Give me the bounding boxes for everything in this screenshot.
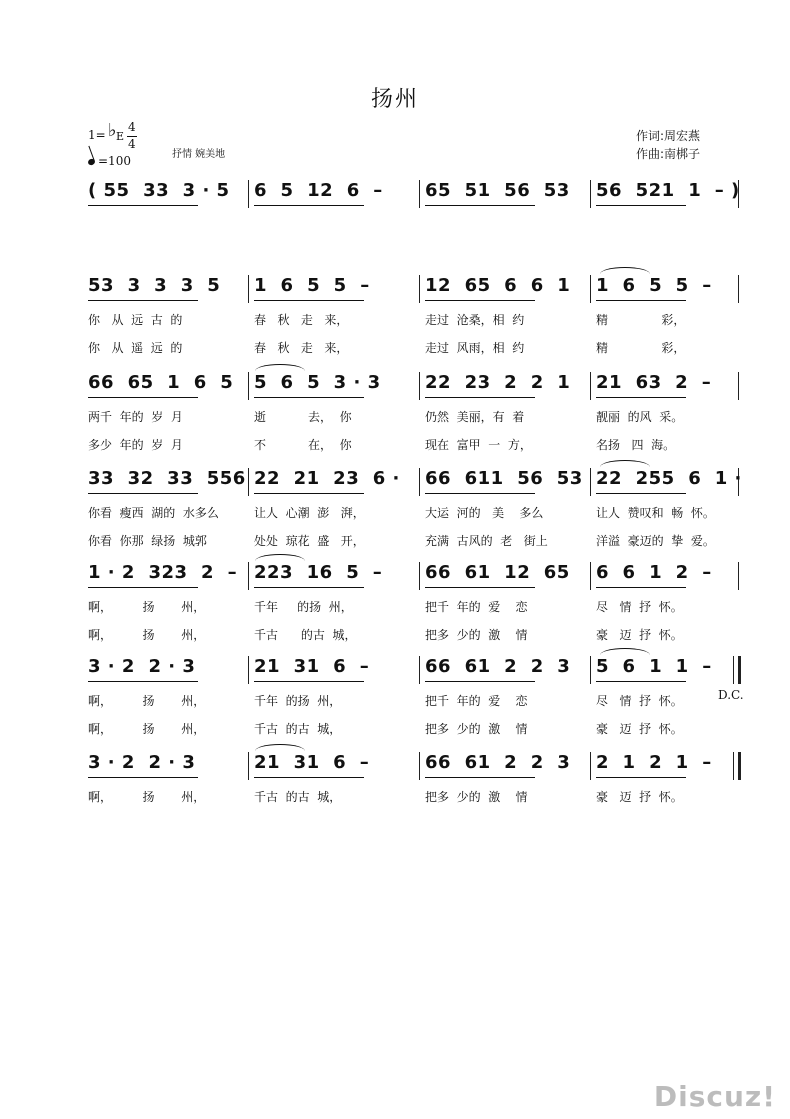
beam-line xyxy=(425,300,535,301)
barline xyxy=(738,275,739,303)
watermark-logo: Discuz! xyxy=(653,1080,776,1113)
barline xyxy=(590,752,591,780)
barline xyxy=(738,372,739,400)
key-prefix: 1= xyxy=(88,128,106,142)
barline xyxy=(590,275,591,303)
lyrics-verse-2: 你看 你那 绿扬 城郭 xyxy=(88,534,207,548)
lyrics-verse-1: 啊， 扬 州， xyxy=(88,790,206,804)
composer-credit: 作曲:南梆子 xyxy=(636,147,701,161)
flat-icon: ♭ xyxy=(108,120,117,141)
beam-line xyxy=(596,587,686,588)
barline xyxy=(738,656,741,684)
lyrics-verse-2: 你 从 遥 远 的 xyxy=(88,341,183,355)
barline xyxy=(248,468,249,496)
measure-notes: 1 · 2 323 2 – xyxy=(88,562,238,583)
beam-line xyxy=(88,587,198,588)
lyrics-verse-2: 洋溢 豪迈的 挚 爱。 xyxy=(596,534,715,548)
measure-notes: 56 521 1 – ) xyxy=(596,180,740,201)
lyrics-verse-2: 春 秋 走 来， xyxy=(254,341,349,355)
measure-notes: 22 21 23 6 · xyxy=(254,468,400,489)
barline xyxy=(733,752,734,780)
lyrics-verse-1: 啊， 扬 州， xyxy=(88,694,206,708)
barline xyxy=(419,468,420,496)
barline xyxy=(248,372,249,400)
measure-notes: 1 6 5 5 – xyxy=(254,275,370,296)
lyrics-verse-2: 充满 古风的 老 街上 xyxy=(425,534,548,548)
lyrics-verse-1: 千年 的扬 州， xyxy=(254,600,353,614)
slur-mark xyxy=(255,554,305,561)
measure-notes: 22 255 6 1 · xyxy=(596,468,742,489)
slur-mark xyxy=(600,648,650,655)
lyrics-verse-2: 豪 迈 抒 怀。 xyxy=(596,628,683,642)
beam-line xyxy=(425,681,535,682)
measure-notes: 66 61 12 65 xyxy=(425,562,570,583)
beam-line xyxy=(254,587,364,588)
barline xyxy=(419,180,420,208)
lyrics-verse-1: 精 彩， xyxy=(596,313,686,327)
beam-line xyxy=(88,493,198,494)
measure-notes: 12 65 6 6 1 xyxy=(425,275,571,296)
measure-notes: 53 3 3 3 5 xyxy=(88,275,221,296)
beam-line xyxy=(425,397,535,398)
tempo-value: =100 xyxy=(98,154,131,168)
time-signature-top: 4 xyxy=(128,120,136,134)
slur-mark xyxy=(255,744,305,751)
measure-notes: 5 6 5 3 · 3 xyxy=(254,372,381,393)
lyrics-verse-2: 把多 少的 激 情 xyxy=(425,628,528,642)
measure-notes: 223 16 5 – xyxy=(254,562,383,583)
measure-notes: 21 31 6 – xyxy=(254,752,370,773)
lyrics-verse-2: 千古 的古 城， xyxy=(254,722,342,736)
beam-line xyxy=(88,397,198,398)
lyrics-verse-2: 不 在， 你 xyxy=(254,438,352,452)
lyrics-verse-2: 豪 迈 抒 怀。 xyxy=(596,722,683,736)
slur-mark xyxy=(600,460,650,467)
beam-line xyxy=(425,587,535,588)
beam-line xyxy=(88,300,198,301)
barline xyxy=(419,562,420,590)
lyrics-verse-2: 名扬 四 海。 xyxy=(596,438,676,452)
lyrics-verse-1: 逝 去， 你 xyxy=(254,410,352,424)
measure-notes: 6 6 1 2 – xyxy=(596,562,712,583)
measure-notes: ( 55 33 3 · 5 xyxy=(88,180,230,201)
barline xyxy=(590,656,591,684)
lyrics-verse-1: 尽 情 抒 怀。 xyxy=(596,600,683,614)
lyrics-verse-2: 多少 年的 岁 月 xyxy=(88,438,183,452)
measure-notes: 33 32 33 556 xyxy=(88,468,246,489)
expression-mark: 抒情 婉美地 xyxy=(172,149,226,160)
lyrics-verse-2: 精 彩， xyxy=(596,341,686,355)
measure-notes: 66 61 2 2 3 xyxy=(425,656,571,677)
measure-notes: 21 31 6 – xyxy=(254,656,370,677)
lyrics-verse-1: 让人 赞叹和 畅 怀。 xyxy=(596,506,715,520)
beam-line xyxy=(425,205,535,206)
lyrics-verse-1: 豪 迈 抒 怀。 xyxy=(596,790,683,804)
measure-notes: 66 61 2 2 3 xyxy=(425,752,571,773)
barline xyxy=(248,752,249,780)
beam-line xyxy=(425,493,535,494)
barline xyxy=(419,752,420,780)
beam-line xyxy=(88,777,198,778)
measure-notes: 5 6 1 1 – xyxy=(596,656,712,677)
lyrics-verse-2: 走过 风雨，相 约 xyxy=(425,341,525,355)
beam-line xyxy=(88,205,198,206)
key-letter: E xyxy=(116,130,125,143)
lyrics-verse-1: 尽 情 抒 怀。 xyxy=(596,694,683,708)
measure-notes: 66 65 1 6 5 xyxy=(88,372,234,393)
beam-line xyxy=(596,493,686,494)
beam-line xyxy=(254,397,364,398)
lyrics-verse-1: 把多 少的 激 情 xyxy=(425,790,528,804)
lyricist-credit: 作词:周宏燕 xyxy=(636,129,701,143)
lyrics-verse-1: 你看 瘦西 湖的 水多么 xyxy=(88,506,219,520)
barline xyxy=(590,372,591,400)
lyrics-verse-1: 春 秋 走 来， xyxy=(254,313,349,327)
barline xyxy=(733,656,734,684)
song-title: 扬州 xyxy=(370,87,419,112)
beam-line xyxy=(596,205,686,206)
lyrics-verse-1: 你 从 远 古 的 xyxy=(88,313,183,327)
quarter-note-icon xyxy=(87,158,96,166)
barline xyxy=(590,562,591,590)
lyrics-verse-1: 把千 年的 爱 恋 xyxy=(425,600,528,614)
lyrics-verse-2: 千古 的古 城， xyxy=(254,628,357,642)
barline xyxy=(590,468,591,496)
measure-notes: 65 51 56 53 xyxy=(425,180,570,201)
measure-notes: 3 · 2 2 · 3 xyxy=(88,752,196,773)
beam-line xyxy=(254,493,364,494)
beam-line xyxy=(596,300,686,301)
barline xyxy=(248,180,249,208)
beam-line xyxy=(596,681,686,682)
beam-line xyxy=(596,777,686,778)
barline xyxy=(248,562,249,590)
lyrics-verse-1: 走过 沧桑，相 约 xyxy=(425,313,525,327)
slur-mark xyxy=(600,267,650,274)
lyrics-verse-1: 靓丽 的风 采。 xyxy=(596,410,684,424)
dc-mark: D.C. xyxy=(718,688,744,702)
lyrics-verse-1: 千古 的古 城， xyxy=(254,790,342,804)
lyrics-verse-1: 啊， 扬 州， xyxy=(88,600,206,614)
measure-notes: 21 63 2 – xyxy=(596,372,712,393)
measure-notes: 6 5 12 6 – xyxy=(254,180,383,201)
beam-line xyxy=(425,777,535,778)
measure-notes: 1 6 5 5 – xyxy=(596,275,712,296)
tempo-mark xyxy=(88,154,131,168)
barline xyxy=(419,656,420,684)
lyrics-verse-1: 两千 年的 岁 月 xyxy=(88,410,183,424)
barline xyxy=(248,656,249,684)
barline xyxy=(248,275,249,303)
measure-notes: 22 23 2 2 1 xyxy=(425,372,571,393)
beam-line xyxy=(254,300,364,301)
lyrics-verse-2: 啊， 扬 州， xyxy=(88,628,206,642)
barline xyxy=(419,372,420,400)
barline xyxy=(419,275,420,303)
lyrics-verse-2: 把多 少的 激 情 xyxy=(425,722,528,736)
beam-line xyxy=(254,681,364,682)
lyrics-verse-1: 把千 年的 爱 恋 xyxy=(425,694,528,708)
beam-line xyxy=(254,205,364,206)
lyrics-verse-1: 让人 心潮 澎 湃， xyxy=(254,506,365,520)
barline xyxy=(590,180,591,208)
measure-notes: 2 1 2 1 – xyxy=(596,752,712,773)
lyrics-verse-2: 处处 琼花 盛 开， xyxy=(254,534,365,548)
measure-notes: 3 · 2 2 · 3 xyxy=(88,656,196,677)
beam-line xyxy=(254,777,364,778)
lyrics-verse-1: 大运 河的 美 多么 xyxy=(425,506,544,520)
time-signature-bottom: 4 xyxy=(128,137,136,151)
lyrics-verse-2: 啊， 扬 州， xyxy=(88,722,206,736)
lyrics-verse-1: 千年 的扬 州， xyxy=(254,694,342,708)
barline xyxy=(738,562,739,590)
beam-line xyxy=(596,397,686,398)
lyrics-verse-2: 现在 富甲 一 方， xyxy=(425,438,532,452)
lyrics-verse-1: 仍然 美丽，有 着 xyxy=(425,410,525,424)
measure-notes: 66 611 56 53 xyxy=(425,468,583,489)
beam-line xyxy=(88,681,198,682)
barline xyxy=(738,752,741,780)
slur-mark xyxy=(255,364,305,371)
